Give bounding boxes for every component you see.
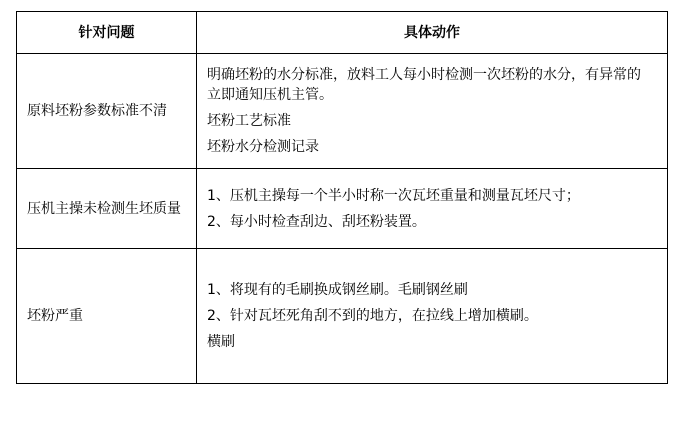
action-line: 明确坯粉的水分标准，放料工人每小时检测一次坯粉的水分，有异常的立即通知压机主管。 bbox=[207, 67, 641, 103]
header-row bbox=[17, 12, 668, 54]
measures-table bbox=[16, 11, 668, 384]
action-line: 2、针对瓦坯死角刮不到的地方，在拉线上增加横刷。 bbox=[207, 308, 538, 324]
problem-cell: 压机主操未检测生坯质量 bbox=[17, 169, 197, 249]
action-line: 横刷 bbox=[207, 334, 235, 350]
action-cell bbox=[197, 54, 668, 169]
action-line: 坯粉工艺标准 bbox=[207, 113, 291, 129]
action-cell bbox=[197, 169, 668, 249]
header-problem: 针对问题 bbox=[17, 12, 197, 54]
action-line: 1、压机主操每一个半小时称一次瓦坯重量和测量瓦坯尺寸； bbox=[207, 187, 580, 204]
table-row bbox=[17, 54, 668, 169]
problem-cell: 坯粉严重 bbox=[17, 249, 197, 384]
table-row bbox=[17, 169, 668, 249]
problem-cell: 原料坯粉参数标准不清 bbox=[17, 54, 197, 169]
table-row bbox=[17, 249, 668, 384]
action-line: 1、将现有的毛刷换成钢丝刷。毛刷钢丝刷 bbox=[207, 282, 468, 298]
action-line: 坯粉水分检测记录 bbox=[207, 139, 319, 155]
action-line: 2、每小时检查刮边、刮坯粉装置。 bbox=[207, 213, 426, 230]
action-cell bbox=[197, 249, 668, 384]
header-action: 具体动作 bbox=[197, 12, 668, 54]
